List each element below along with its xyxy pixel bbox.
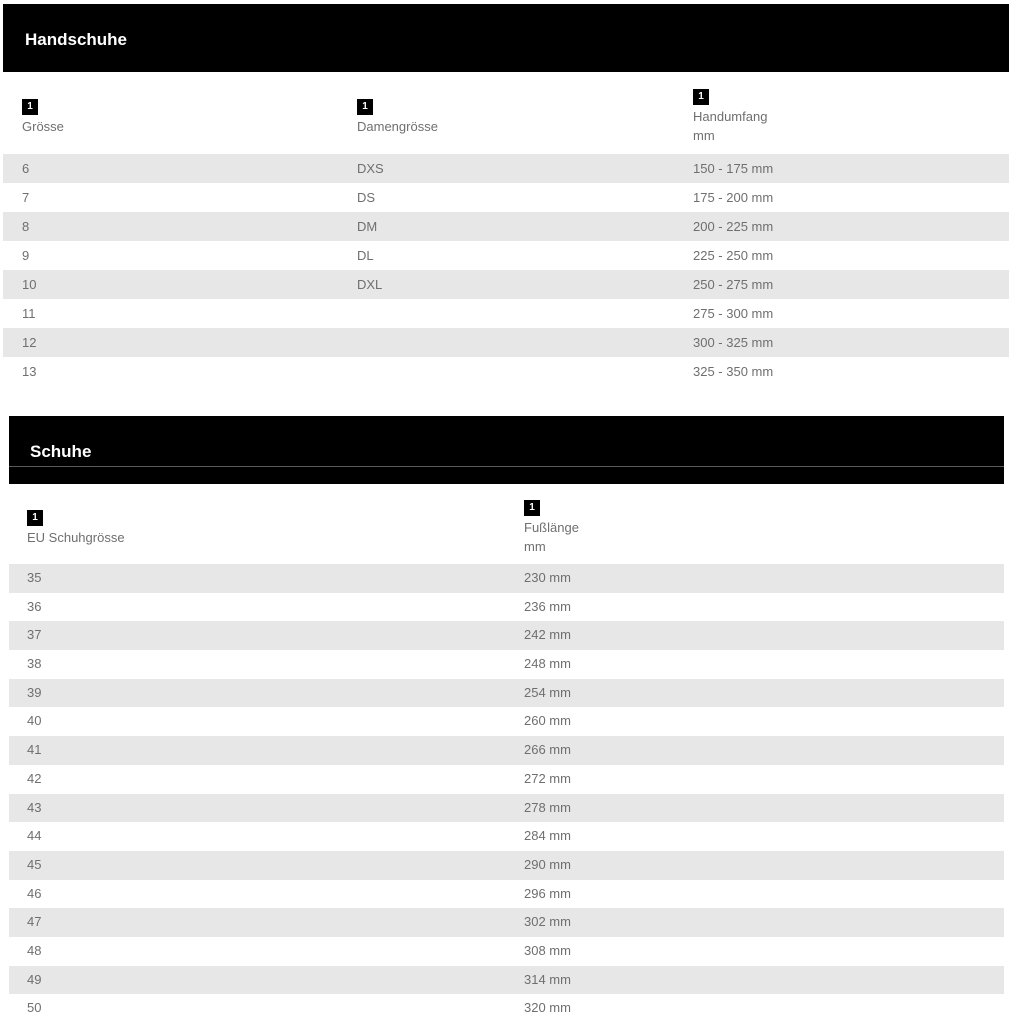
table-row [9, 765, 1004, 794]
gloves-hand-circumference-cell: 150 - 175 mm [693, 161, 774, 176]
shoes-eu-size-cell: 50 [27, 1000, 42, 1016]
shoes-eu-size-cell: 35 [27, 570, 42, 585]
shoes-foot-length-cell: 290 mm [524, 856, 571, 872]
gloves-hand-circumference-cell: 300 - 325 mm [693, 335, 774, 350]
table-row [3, 357, 1009, 386]
table-row [9, 593, 1004, 622]
table-row [9, 621, 1004, 650]
table-row [9, 679, 1004, 708]
shoes-eu-size-cell: 38 [27, 656, 42, 672]
gloves-size-cell: 13 [22, 364, 37, 379]
table-row [9, 851, 1004, 880]
table-row [3, 241, 1009, 270]
shoes-eu-size-cell: 47 [27, 914, 42, 930]
table-row [3, 328, 1009, 357]
shoes-col-eu-size-label: EU Schuhgrösse [27, 530, 125, 545]
shoes-eu-size-cell: 49 [27, 971, 42, 987]
gloves-col-hand-circumference-unit: mm [693, 128, 715, 143]
gloves-hand-circumference-cell: 325 - 350 mm [693, 364, 774, 379]
gloves-hand-circumference-cell: 275 - 300 mm [693, 306, 774, 321]
gloves-women-size-cell: DL [357, 248, 374, 263]
shoes-eu-size-cell: 37 [27, 627, 42, 643]
gloves-size-cell: 9 [22, 248, 30, 263]
shoes-col-foot-length-label: Fußlänge [524, 520, 579, 535]
gloves-col-women-size-header [357, 95, 438, 136]
shoes-foot-length-cell: 254 mm [524, 684, 571, 700]
shoes-eu-size-cell: 45 [27, 856, 42, 872]
shoes-foot-length-cell: 308 mm [524, 942, 571, 958]
gloves-hand-circumference-cell: 175 - 200 mm [693, 190, 774, 205]
gloves-women-size-cell: DXS [357, 161, 384, 176]
size-table-badge-icon: 1 [524, 500, 540, 516]
shoes-eu-size-cell: 39 [27, 684, 42, 700]
table-row [3, 183, 1009, 212]
gloves-col-hand-circumference-header [693, 85, 767, 145]
table-row [9, 707, 1004, 736]
shoes-foot-length-cell: 320 mm [524, 1000, 571, 1016]
gloves-section-header [3, 4, 1009, 72]
gloves-col-size-label: Grösse [22, 119, 64, 134]
shoes-eu-size-cell: 42 [27, 770, 42, 786]
shoes-col-foot-length-unit: mm [524, 539, 546, 554]
shoes-foot-length-cell: 248 mm [524, 656, 571, 672]
shoes-foot-length-cell: 314 mm [524, 971, 571, 987]
size-table-badge-icon: 1 [22, 99, 38, 115]
shoes-section-title: Schuhe [30, 442, 92, 461]
size-table-badge-icon: 1 [693, 89, 709, 105]
table-row [9, 880, 1004, 909]
table-row [9, 564, 1004, 593]
gloves-size-cell: 8 [22, 219, 30, 234]
gloves-size-cell: 12 [22, 335, 37, 350]
shoes-eu-size-cell: 46 [27, 885, 42, 901]
gloves-table-body [3, 154, 1009, 386]
shoes-foot-length-cell: 236 mm [524, 598, 571, 614]
shoes-foot-length-cell: 266 mm [524, 742, 571, 758]
table-row [9, 736, 1004, 765]
table-row [3, 212, 1009, 241]
shoes-eu-size-cell: 44 [27, 828, 42, 844]
gloves-size-cell: 7 [22, 190, 30, 205]
shoes-col-foot-length-header [524, 496, 579, 556]
shoes-header-divider [9, 466, 1004, 467]
shoes-foot-length-cell: 278 mm [524, 799, 571, 815]
table-row [9, 822, 1004, 851]
shoes-eu-size-cell: 36 [27, 598, 42, 614]
table-row [9, 994, 1004, 1023]
gloves-size-cell: 10 [22, 277, 37, 292]
shoes-foot-length-cell: 296 mm [524, 885, 571, 901]
shoes-table-body [9, 564, 1004, 1023]
gloves-size-cell: 11 [22, 306, 36, 321]
shoes-eu-size-cell: 43 [27, 799, 42, 815]
gloves-size-cell: 6 [22, 161, 30, 176]
gloves-section-title: Handschuhe [25, 30, 128, 49]
shoes-col-eu-size-header [27, 506, 125, 547]
shoes-eu-size-cell: 48 [27, 942, 42, 958]
shoes-section-header [9, 416, 1004, 484]
shoes-foot-length-cell: 230 mm [524, 570, 571, 585]
gloves-hand-circumference-cell: 200 - 225 mm [693, 219, 774, 234]
table-row [3, 154, 1009, 183]
shoes-eu-size-cell: 41 [27, 742, 42, 758]
shoes-foot-length-cell: 260 mm [524, 713, 571, 729]
table-row [3, 270, 1009, 299]
gloves-col-size-header [22, 95, 64, 136]
size-table-badge-icon: 1 [357, 99, 373, 115]
table-row [9, 937, 1004, 966]
gloves-col-hand-circumference-label: Handumfang [693, 109, 768, 124]
size-table-badge-icon: 1 [27, 510, 43, 526]
gloves-women-size-cell: DS [357, 190, 376, 205]
gloves-women-size-cell: DXL [357, 277, 383, 292]
gloves-women-size-cell: DM [357, 219, 378, 234]
gloves-hand-circumference-cell: 250 - 275 mm [693, 277, 774, 292]
shoes-foot-length-cell: 272 mm [524, 770, 571, 786]
table-row [3, 299, 1009, 328]
shoes-foot-length-cell: 302 mm [524, 914, 571, 930]
table-row [9, 650, 1004, 679]
shoes-eu-size-cell: 40 [27, 713, 42, 729]
table-row [9, 966, 1004, 995]
shoes-foot-length-cell: 284 mm [524, 828, 571, 844]
gloves-hand-circumference-cell: 225 - 250 mm [693, 248, 774, 263]
gloves-col-women-size-label: Damengrösse [357, 119, 438, 134]
table-row [9, 908, 1004, 937]
shoes-foot-length-cell: 242 mm [524, 627, 571, 643]
table-row [9, 794, 1004, 823]
